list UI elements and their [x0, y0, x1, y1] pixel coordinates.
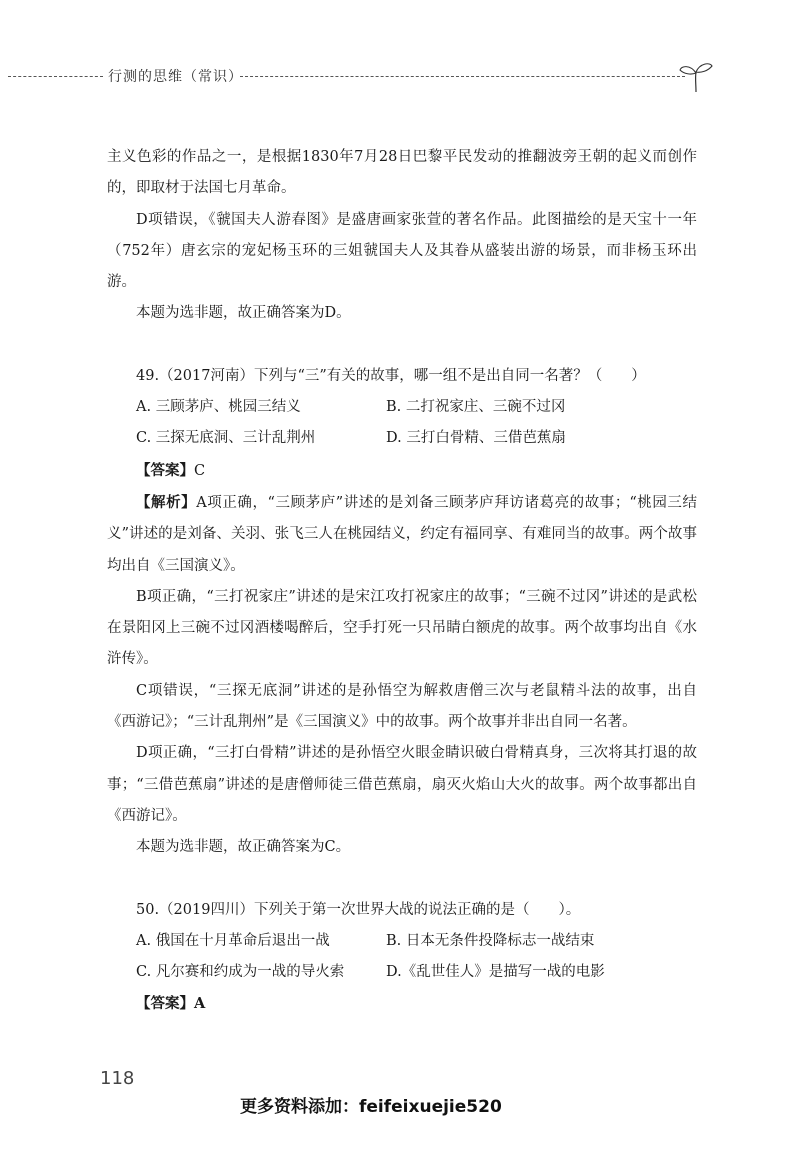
- answer-value: C: [194, 462, 206, 479]
- question-49-analysis-c: C项错误，“三探无底洞”讲述的是孙悟空为解救唐僧三次与老鼠精斗法的故事，出自《西游记》；“三计乱荆州”是《三国演义》中的故事。两个故事并非出自同一名著。: [107, 682, 697, 731]
- option-d: D.《乱世佳人》是描写一战的电影: [386, 964, 605, 981]
- question-49-options: [136, 392, 697, 455]
- question-49-answer: [107, 455, 697, 487]
- paragraph: D项错误，《虢国夫人游春图》是盛唐画家张萱的著名作品。此图描绘的是天宝十一年（752年）唐玄宗的宠妃杨玉环的三姐虢国夫人及其眷从盛装出游的场景，而非杨玉环出游。: [107, 211, 697, 291]
- sprout-icon: [676, 60, 716, 94]
- option-b: B. 二打祝家庄、三碗不过冈: [386, 399, 566, 416]
- header-title: 行测的思维（常识）: [108, 69, 243, 85]
- question-49-analysis-a: [107, 487, 697, 582]
- question-50-options: [136, 926, 697, 989]
- answer-value: A: [194, 995, 206, 1013]
- question-49-stem: 49.（2017河南）下列与“三”有关的故事，哪一组不是出自同一名著？（ ）: [136, 367, 646, 384]
- option-a: A. 三顾茅庐、桃园三结义: [136, 399, 301, 416]
- option-b: B. 日本无条件投降标志一战结束: [386, 932, 595, 949]
- option-c: C. 凡尔赛和约成为一战的导火索: [136, 964, 345, 981]
- footer-note: 更多资料添加：feifeixuejie520: [240, 1097, 502, 1117]
- answer-label: 【答案】: [136, 995, 194, 1013]
- paragraph: 本题为选非题，故正确答案为D。: [136, 305, 351, 322]
- analysis-label: 【解析】: [136, 493, 197, 511]
- option-d: D. 三打白骨精、三借芭蕉扇: [386, 430, 566, 447]
- page-number: 118: [100, 1068, 135, 1089]
- question-49-analysis-b: B项正确，“三打祝家庄”讲述的是宋江攻打祝家庄的故事；“三碗不过冈”讲述的是武松在景阳冈上三碗不过冈酒楼喝醉后，空手打死一只吊睛白额虎的故事。两个故事均出自《水浒传》。: [107, 588, 697, 668]
- paragraph: 主义色彩的作品之一，是根据1830年7月28日巴黎平民发动的推翻波旁王朝的起义而创作的，即取材于法国七月革命。: [107, 149, 697, 197]
- header-rule-left: [8, 76, 103, 77]
- answer-label: 【答案】: [136, 461, 194, 479]
- question-50-stem: 50.（2019四川）下列关于第一次世界大战的说法正确的是（ ）。: [136, 901, 581, 918]
- option-c: C. 三探无底洞、三计乱荆州: [136, 430, 316, 447]
- analysis-text: A项正确，“三顾茅庐”讲述的是刘备三顾茅庐拜访诸葛亮的故事；“桃园三结义”讲述的是刘备、关羽、张飞三人在桃园结义，约定有福同享、有难同当的故事。两个故事均出自《三国演义》。: [107, 494, 697, 574]
- running-header: [0, 56, 800, 100]
- question-50-answer: [107, 988, 697, 1020]
- question-49-conclusion: 本题为选非题，故正确答案为C。: [136, 839, 351, 856]
- header-rule-right: [240, 76, 685, 77]
- question-49-analysis-d: D项正确，“三打白骨精”讲述的是孙悟空火眼金睛识破白骨精真身，三次将其打退的故事；“三借芭蕉扇”讲述的是唐僧师徒三借芭蕉扇，扇灭火焰山大火的故事。两个故事都出自《西游记》。: [107, 745, 697, 824]
- page-body: [107, 142, 697, 1021]
- option-a: A. 俄国在十月革命后退出一战: [136, 932, 330, 949]
